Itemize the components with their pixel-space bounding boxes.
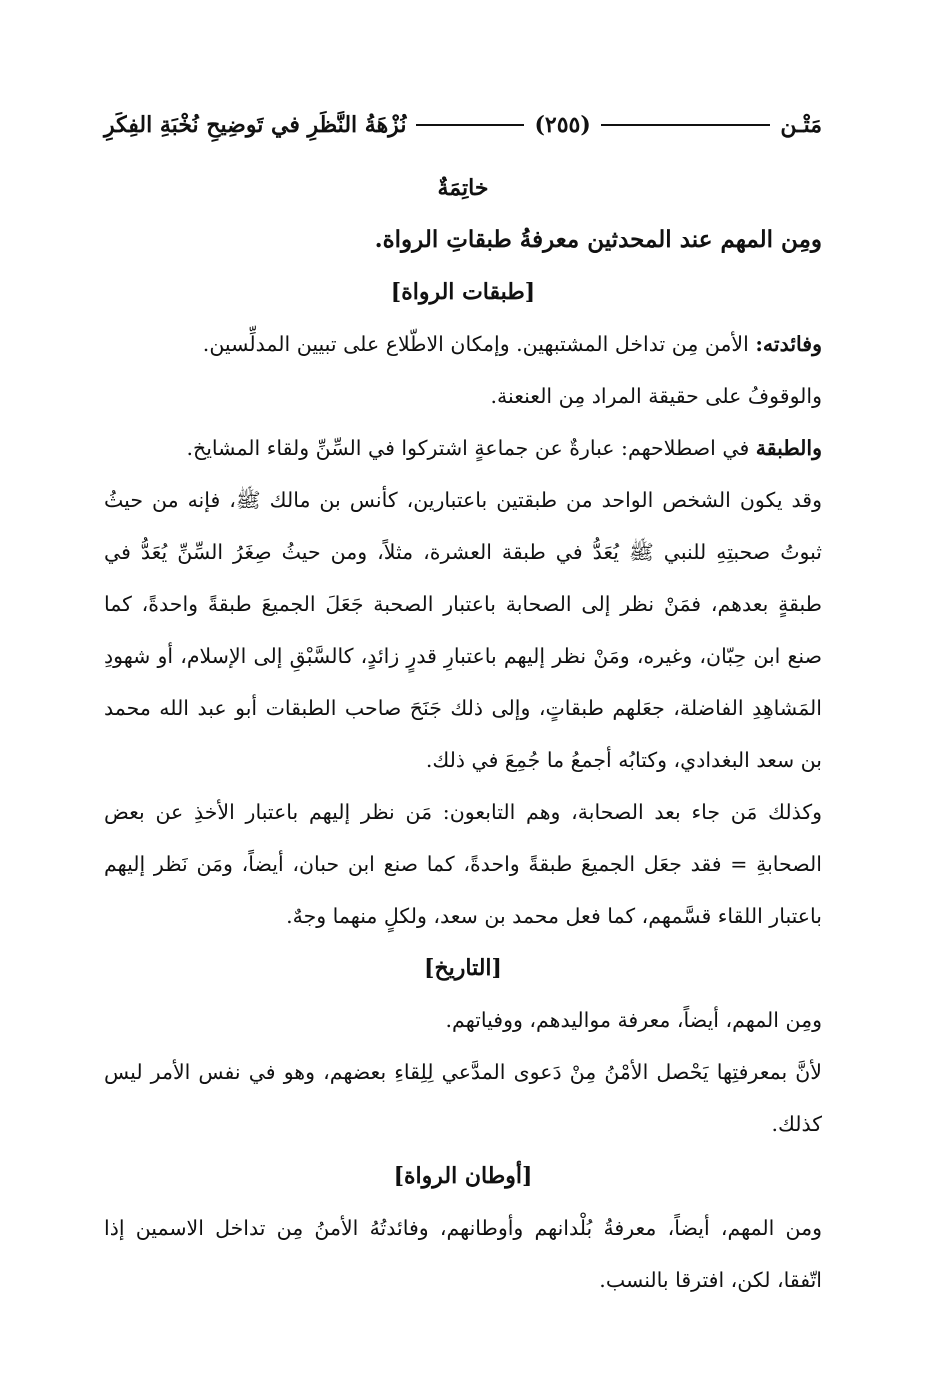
tabaqa-text: في اصطلاحهم: عبارةٌ عن جماعةٍ اشتركوا في السِّنِّ ولقاء المشايخ. [186, 436, 756, 460]
tarikh-paragraph: لأنَّ بمعرفتِها يَحْصل الأمْنُ مِنْ دَعوى المدَّعي لِلِقاءِ بعضهم، وهو في نفس الأمر ليس كذلك. [104, 1060, 822, 1136]
faida-text: الأمن مِن تداخل المشتبهين. وإمكان الاطّلاع على تبيين المدلِّسين. [202, 332, 756, 356]
faida-paragraph [104, 318, 822, 370]
page-number: (٢٥٥) [534, 112, 591, 138]
section-label: مَتْـن [780, 112, 822, 138]
tabaqa-paragraph [104, 422, 822, 474]
paragraph-tabiun: وكذلك مَن جاء بعد الصحابة، وهم التابعون: مَن نظر إليهم باعتبار الأخذِ عن بعض الصحابةِ = فقد جعَل الجميعَ طبقةً واحدةً، كما صنع ابن حبان، أيضاً، ومَن نَظر إليهم باعتبار اللقاء قسَّمهم، كما فعل محمد بن سعد، ولكلٍ منهما وجهٌ. [104, 800, 822, 928]
faida-label: وفائدته: [755, 332, 822, 356]
paragraph-anas: وقد يكون الشخص الواحد من طبقتين باعتبارين، كأنس بن مالك ﷺ، فإنه من حيثُ ثبوتُ صحبتِهِ للنبي ﷺ يُعَدُّ في طبقة العشرة، مثلاً، ومن حيثُ صِغَرُ السِّنِّ يُعَدُّ في طبقةٍ بعدهم، فمَنْ نظر إلى الصحابة باعتبار الصحبة جَعَلَ الجميعَ طبقةً واحدةً، كما صنع ابن حِبّان، وغيره، ومَنْ نظر إليهم باعتبارِ قدرٍ زائدٍ، كالسَّبْقِ إلى الإسلام، أو شهودِ المَشاهِدِ الفاضلة، جعَلهم طبقاتٍ، وإلى ذلك جَنَحَ صاحب الطبقات أبو عبد الله محمد بن سعد البغدادي، وكتابُه أجمعُ ما جُمِعَ في ذلك. [104, 488, 822, 772]
header-rule [601, 124, 771, 126]
heading-tarikh: [التاريخ] [424, 955, 502, 981]
running-header [104, 112, 822, 138]
book-title: نُزْهَةُ النَّظَرِ في تَوضِيحِ نُخْبَةِ الفِكَرِ [104, 112, 407, 138]
tabaqa-label: والطبقة [755, 436, 822, 460]
page-body [104, 162, 822, 1306]
header-rule [416, 124, 524, 126]
heading-awtan: [أوطان الرواة] [393, 1163, 533, 1189]
tarikh-line: ومِن المهم، أيضاً، معرفة مواليدهم، ووفياتهم. [445, 1008, 822, 1032]
heading-tabaqat: [طبقات الرواة] [390, 279, 536, 305]
awtan-paragraph: ومن المهم، أيضاً، معرفةُ بُلْدانهم وأوطانهم، وفائدتُهُ الأمنُ مِن تداخل الاسمين إذا اتّفقا، لكن، افترقا بالنسب. [104, 1216, 822, 1292]
khatima-heading: خاتِمَةٌ [437, 175, 489, 201]
wuquf-paragraph: والوقوفُ على حقيقة المراد مِن العنعنة. [490, 384, 822, 408]
intro-line: ومِن المهم عند المحدثين معرفةُ طبقاتِ الرواة. [374, 226, 822, 253]
